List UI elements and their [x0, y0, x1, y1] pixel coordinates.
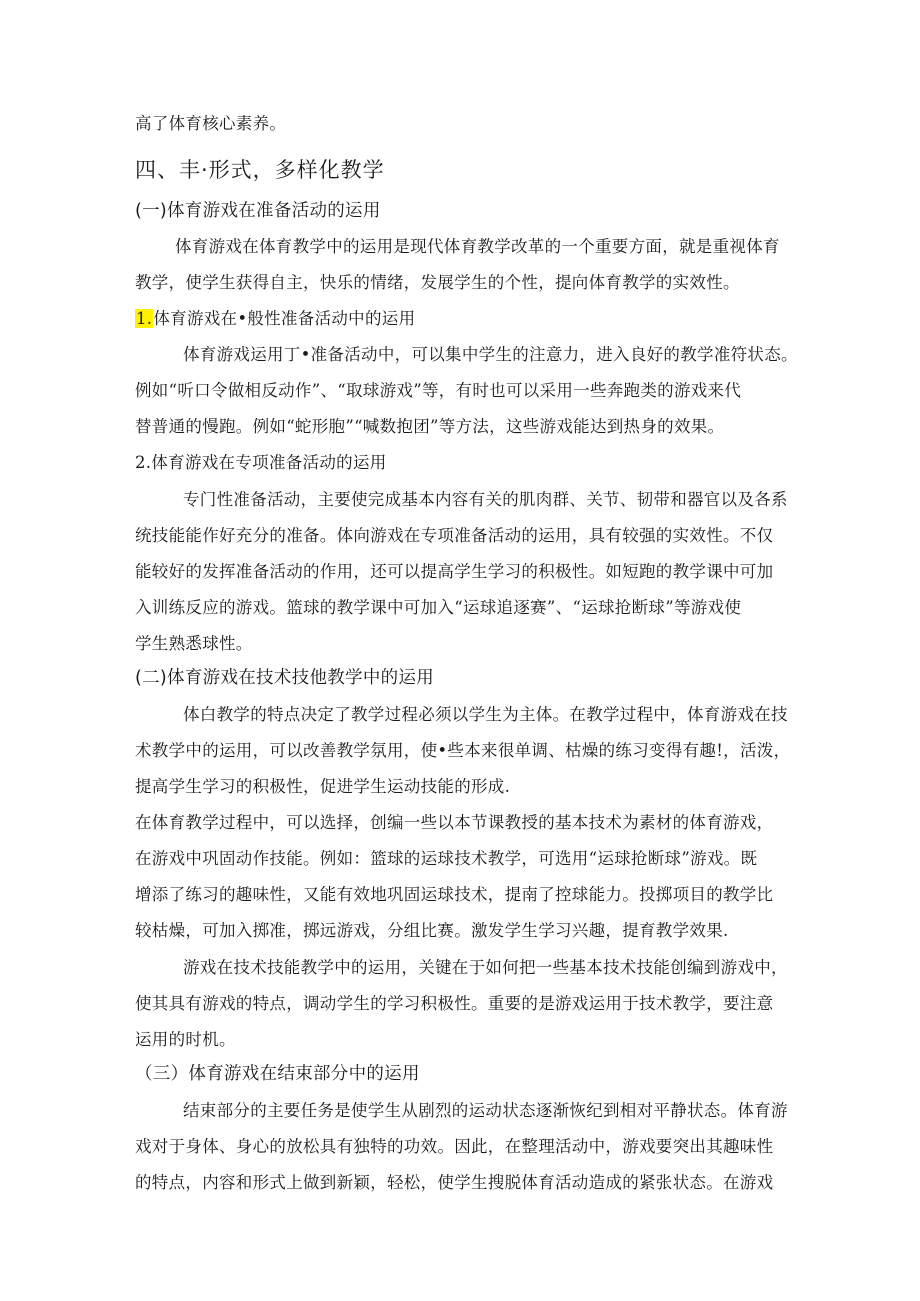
paragraph-line: 的特点，内容和形式上做到新颖，轻松，使学生搜脱体育活动造成的紧张状态。在游戏 [135, 1173, 774, 1192]
paragraph-line: 能较好的发挥准备活动的作用，还可以提高学生学习的积极性。如短跑的教学课中可加 [135, 562, 774, 581]
paragraph-line: 在游戏中巩固动作技能。例如：篮球的运球技术教学，可选用“运球抢断球”游戏。既 [135, 849, 758, 868]
numbered-heading-1 [135, 308, 415, 330]
paragraph-line: 戏对于身体、身心的放松具有独特的功效。因此，在整理活动中，游戏要突出其趣味性 [135, 1137, 774, 1156]
paragraph-line: 体育游戏运用丁•准备活动中，可以集中学生的注意力，进入良好的教学准符状态。 [183, 345, 798, 364]
paragraph-line: 专门性准备活动，主要使完成基本内容有关的肌肉群、关节、韧带和器官以及各系 [183, 490, 788, 509]
subsection-heading-2: (二)体育游戏在技术技他教学中的运用 [135, 668, 435, 688]
paragraph-line: 增添了练习的趣味性，又能有效地巩固运球技术，提南了控球能力。投掷项目的教学比 [135, 885, 774, 904]
subsection-heading-1: (一)体育游戏在准备活动的运用 [135, 201, 381, 221]
numbered-heading-text: 体育游戏在•般性准备活动中的运用 [153, 309, 416, 328]
subsection-heading-3: （三）体育游戏在结束部分中的运用 [135, 1064, 420, 1084]
paragraph-line: 学生熟悉球性。 [135, 634, 253, 653]
paragraph-line: 体育游戏在体育教学中的运用是现代体育教学改革的一个重要方面，就是重视体育 [175, 237, 780, 256]
paragraph-line: 游戏在技术技能教学中的运用，关键在于如何把一些基本技术技能创编到游戏中， [183, 958, 788, 977]
paragraph-line: 较枯燥，可加入掷准，掷远游戏，分组比赛。激发学生学习兴趣，提育教学效果. [135, 921, 729, 940]
highlighted-number: 1. [136, 309, 153, 328]
paragraph-line: 提高学生学习的积极性，促进学生运动技能的形成. [135, 777, 511, 796]
paragraph-line: 统技能能作好充分的准备。体向游戏在专项准备活动的运用，具有较强的实效性。不仅 [135, 526, 774, 545]
paragraph-line: 替普通的慢跑。例如“蛇形胞”“喊数抱团”等方法，这些游戏能达到热身的效果。 [135, 417, 725, 436]
paragraph-line: 使其具有游戏的特点，调动学生的学习积极性。重要的是游戏运用于技术教学，要注意 [135, 994, 774, 1013]
paragraph-line: 体白教学的特点决定了教学过程必须以学生为主体。在教学过程中，体育游戏在技 [183, 705, 788, 724]
section-heading-4: 四、丰·形式，多样化教学 [135, 158, 385, 182]
paragraph-line: 教学，使学生获得自主，快乐的情绪，发展学生的个性，提向体育教学的实效性。 [135, 273, 740, 292]
paragraph-line: 运用的时机。 [135, 1030, 236, 1049]
paragraph-line: 高了体育核心素养。 [135, 114, 287, 133]
paragraph-line: 结束部分的主要任务是使学生从剧烈的运动状态逐渐恢纪到相对平静状态。体育游 [183, 1101, 788, 1120]
paragraph-line: 入训练反应的游戏。篮球的教学课中可加入“运球追逐赛”、“运球抢断球”等游戏使 [135, 598, 742, 617]
numbered-heading-2: 2.体育游戏在专项准备活动的运用 [135, 453, 387, 472]
paragraph-line: 在体育教学过程中，可以选择，创编一些以本节课教授的基本技术为素材的体育游戏， [135, 813, 774, 832]
paragraph-line: 术教学中的运用，可以改善教学氛用，使•些本来很单调、枯燥的练习变得有趣!，活泼， [135, 741, 791, 760]
paragraph-line: 例如“听口令做相反动作”、“取球游戏”等，有时也可以采用一些奔跑类的游戏来代 [135, 381, 742, 400]
